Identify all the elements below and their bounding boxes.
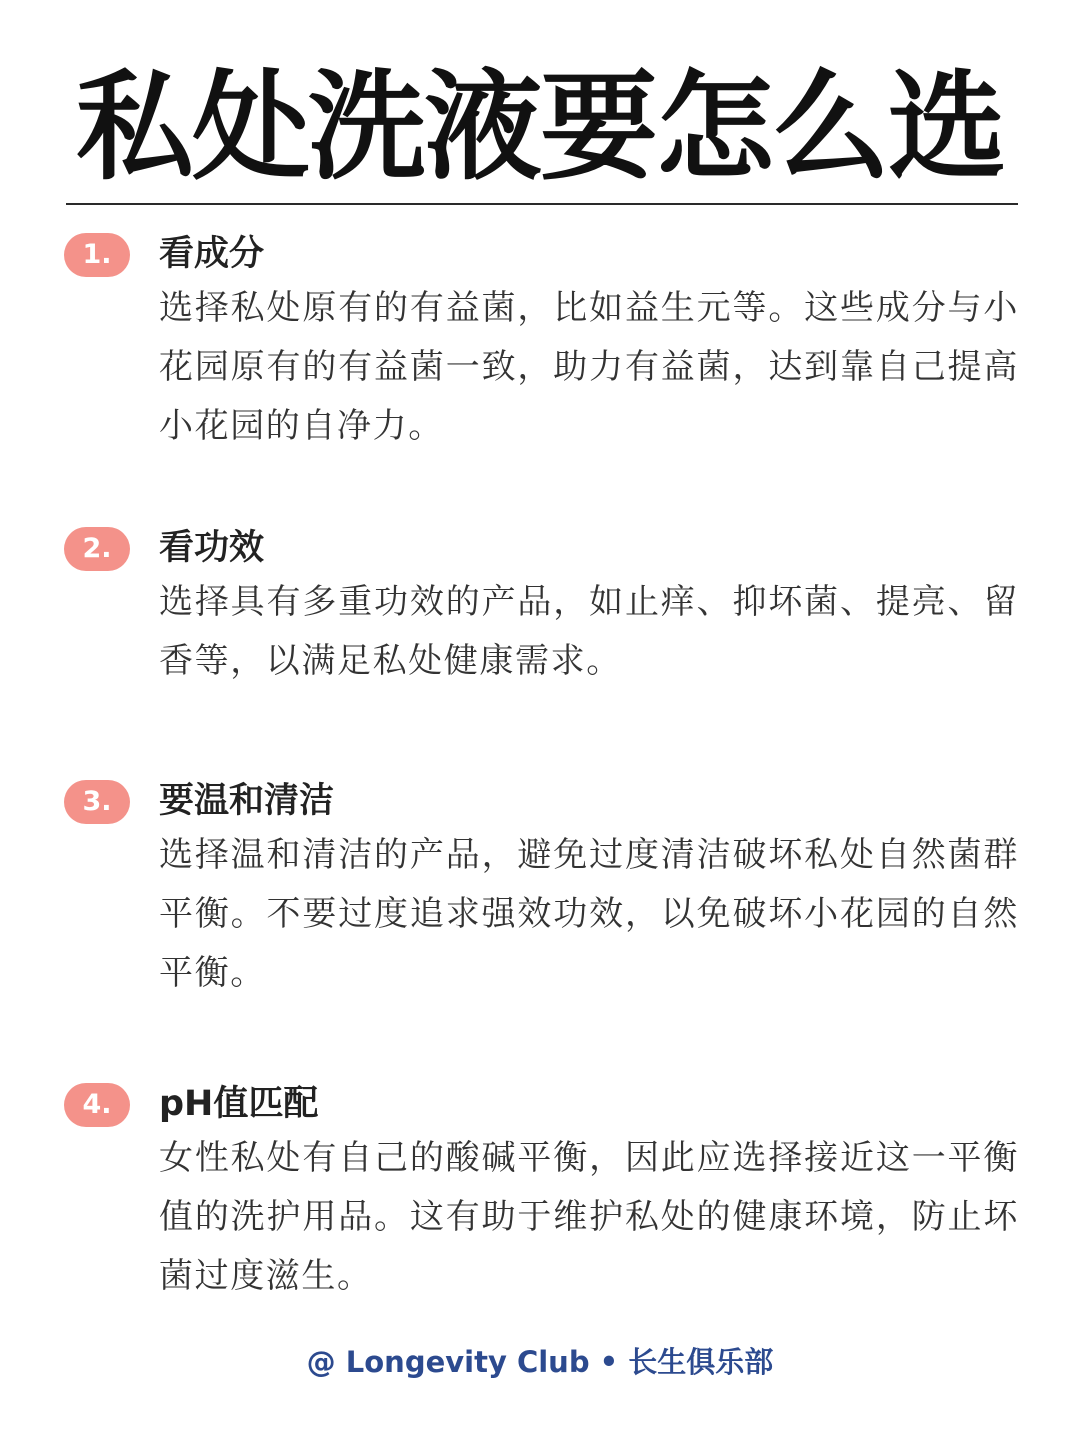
section-heading: 看功效	[159, 528, 265, 568]
section-number-badge: 1.	[64, 233, 130, 277]
section-heading: pH值匹配	[159, 1084, 319, 1124]
page-title: 私处洗液要怎么选	[75, 58, 1004, 196]
section-body: 女性私处有自己的酸碱平衡，因此应选择接近这一平衡值的洗护用品。这有助于维护私处的健康环境，防止坏菌过度滋生。	[159, 1138, 1019, 1296]
section-body: 选择具有多重功效的产品，如止痒、抑坏菌、提亮、留香等，以满足私处健康需求。	[159, 582, 1019, 681]
section-heading: 要温和清洁	[159, 781, 335, 821]
section-number-badge: 4.	[64, 1083, 130, 1127]
section-body: 选择温和清洁的产品，避免过度清洁破坏私处自然菌群平衡。不要过度追求强效功效，以免破坏小花园的自然平衡。	[159, 835, 1019, 993]
footer-credit: @ Longevity Club • 长生俱乐部	[306, 1345, 774, 1379]
section-number-badge: 2.	[64, 527, 130, 571]
section-body: 选择私处原有的有益菌，比如益生元等。这些成分与小花园原有的有益菌一致，助力有益菌，达到靠自己提高小花园的自净力。	[159, 288, 1019, 446]
title-divider	[66, 203, 1018, 205]
section-number-badge: 3.	[64, 780, 130, 824]
section-heading: 看成分	[159, 234, 265, 274]
